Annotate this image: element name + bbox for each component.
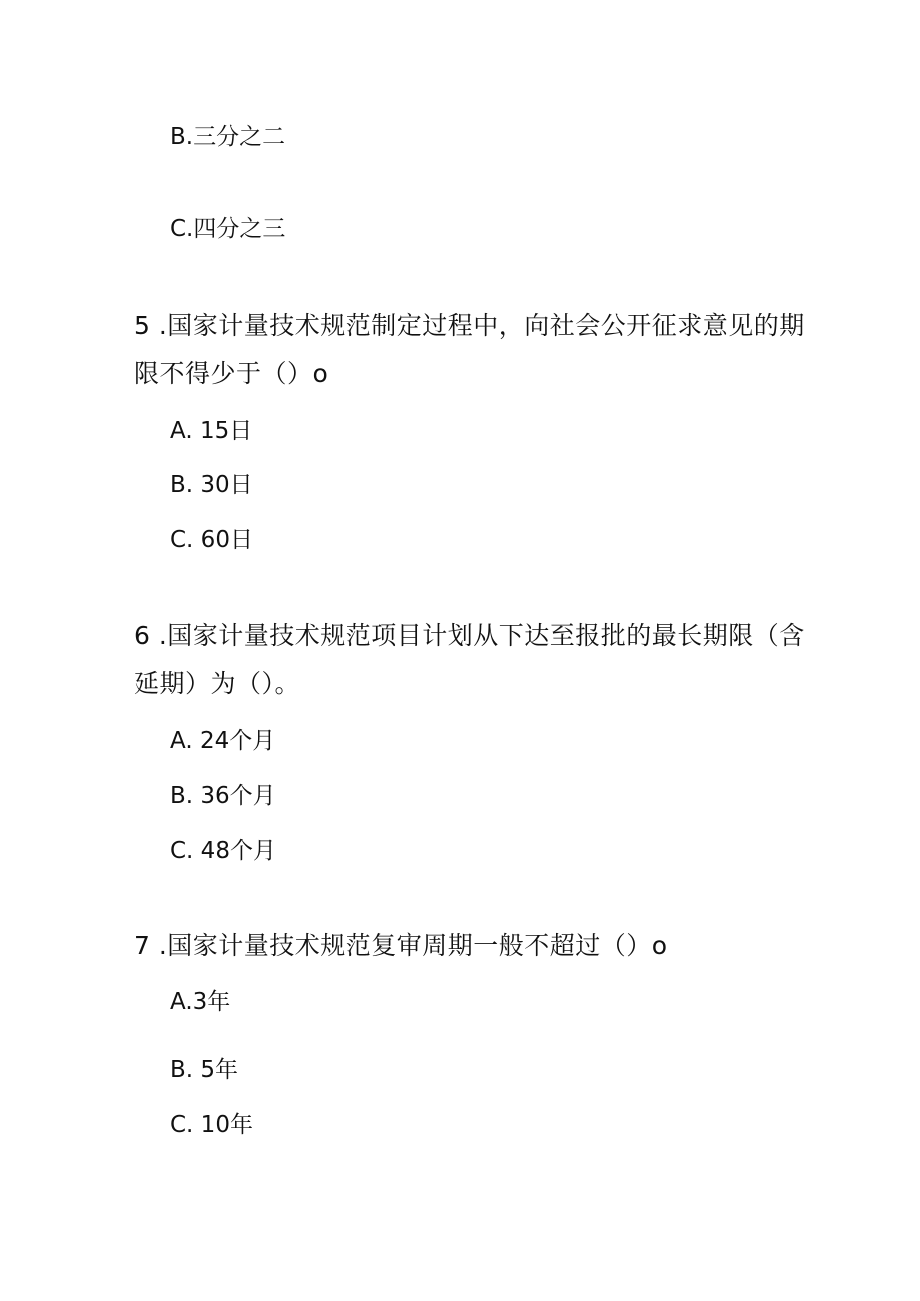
q5-option-a: A. 15日: [170, 418, 253, 444]
q5-text-line-2: 限不得少于（）o: [134, 359, 329, 388]
q6-option-c: C. 48个月: [170, 838, 276, 864]
q7-text: 7 .国家计量技术规范复审周期一般不超过（）o: [134, 931, 668, 960]
q5-text-line-1: 5 .国家计量技术规范制定过程中，向社会公开征求意见的期: [134, 311, 805, 340]
q7-option-a: A.3年: [170, 989, 231, 1015]
q6-option-a: A. 24个月: [170, 728, 276, 754]
q5-option-c: C. 60日: [170, 527, 253, 553]
q6-text-line-1: 6 .国家计量技术规范项目计划从下达至报批的最长期限（含: [134, 621, 805, 650]
q7-option-c: C. 10年: [170, 1112, 253, 1138]
q7-option-b: B. 5年: [170, 1057, 239, 1083]
q5-option-b: B. 30日: [170, 472, 253, 498]
q4-option-c: C.四分之三: [170, 216, 286, 242]
q6-text-line-2: 延期）为（）。: [134, 669, 301, 698]
q4-option-b: B.三分之二: [170, 124, 286, 150]
q6-option-b: B. 36个月: [170, 783, 276, 809]
